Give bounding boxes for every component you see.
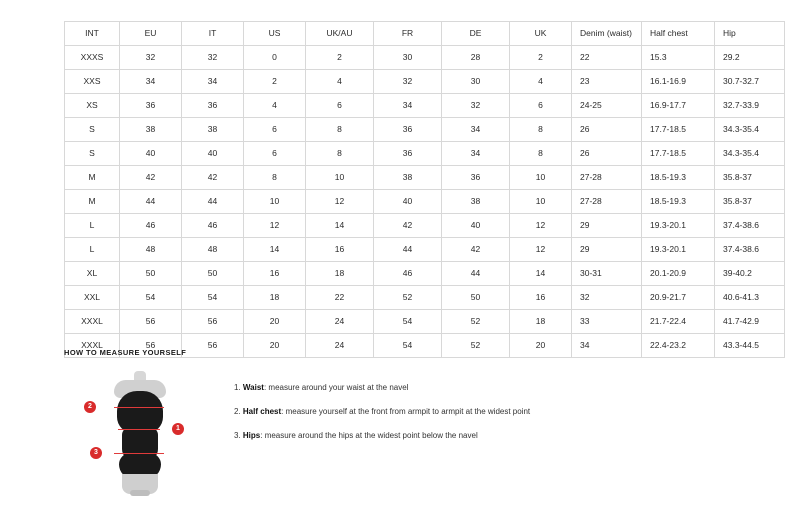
table-cell: 42 xyxy=(442,238,510,262)
table-row xyxy=(65,46,785,70)
mannequin-torso xyxy=(112,371,168,493)
table-cell: 44 xyxy=(120,190,182,214)
table-cell: 29 xyxy=(572,238,642,262)
table-cell: 34.3-35.4 xyxy=(715,118,785,142)
table-cell: 38 xyxy=(120,118,182,142)
table-cell: 40.6-41.3 xyxy=(715,286,785,310)
table-cell: 32 xyxy=(182,46,244,70)
mannequin-stand xyxy=(130,490,150,496)
table-cell: 16.1-16.9 xyxy=(642,70,715,94)
table-cell: S xyxy=(65,142,120,166)
table-cell: 18.5-19.3 xyxy=(642,190,715,214)
table-cell: 20.1-20.9 xyxy=(642,262,715,286)
table-cell: 6 xyxy=(244,118,306,142)
table-cell: 40 xyxy=(374,190,442,214)
table-cell: 22 xyxy=(572,46,642,70)
table-cell: 12 xyxy=(306,190,374,214)
table-cell: 27-28 xyxy=(572,166,642,190)
table-column-header: DE xyxy=(442,22,510,46)
table-cell: 18 xyxy=(306,262,374,286)
table-cell: 44 xyxy=(442,262,510,286)
table-cell: 20.9-21.7 xyxy=(642,286,715,310)
table-cell: XS xyxy=(65,94,120,118)
table-cell: 20 xyxy=(244,334,306,358)
measure-note-text: : measure yourself at the front from armpit to armpit at the widest point xyxy=(281,407,531,416)
table-cell: 8 xyxy=(244,166,306,190)
table-cell: XXXS xyxy=(65,46,120,70)
table-header xyxy=(65,22,785,46)
table-cell: 35.8-37 xyxy=(715,190,785,214)
table-cell: XL xyxy=(65,262,120,286)
table-column-header: INT xyxy=(65,22,120,46)
table-cell: 4 xyxy=(510,70,572,94)
waist-measure-line xyxy=(118,429,160,430)
table-cell: 8 xyxy=(510,142,572,166)
table-column-header: EU xyxy=(120,22,182,46)
table-cell: 54 xyxy=(120,286,182,310)
table-cell: 32.7-33.9 xyxy=(715,94,785,118)
table-row xyxy=(65,310,785,334)
table-column-header: Half chest xyxy=(642,22,715,46)
table-cell: 29.2 xyxy=(715,46,785,70)
table-cell: 14 xyxy=(306,214,374,238)
table-cell: 12 xyxy=(244,214,306,238)
table-cell: 26 xyxy=(572,142,642,166)
table-cell: 34 xyxy=(572,334,642,358)
table-cell: 4 xyxy=(306,70,374,94)
table-cell: 6 xyxy=(306,94,374,118)
table-cell: 50 xyxy=(442,286,510,310)
table-cell: S xyxy=(65,118,120,142)
table-row xyxy=(65,118,785,142)
table-cell: 2 xyxy=(306,46,374,70)
table-row xyxy=(65,94,785,118)
table-cell: 56 xyxy=(182,310,244,334)
table-cell: 52 xyxy=(442,334,510,358)
table-cell: 18.5-19.3 xyxy=(642,166,715,190)
table-cell: 52 xyxy=(442,310,510,334)
size-chart-table xyxy=(64,21,785,358)
measure-note xyxy=(234,429,530,443)
measure-note xyxy=(234,381,530,395)
table-cell: L xyxy=(65,238,120,262)
table-row xyxy=(65,262,785,286)
table-cell: 17.7-18.5 xyxy=(642,118,715,142)
table-cell: 10 xyxy=(244,190,306,214)
table-cell: 8 xyxy=(510,118,572,142)
table-cell: 18 xyxy=(510,310,572,334)
table-cell: 34.3-35.4 xyxy=(715,142,785,166)
measure-note-number: 3. xyxy=(234,431,241,440)
table-cell: 16 xyxy=(306,238,374,262)
table-cell: 42 xyxy=(120,166,182,190)
mannequin-leg-split xyxy=(111,475,113,491)
table-row xyxy=(65,214,785,238)
table-cell: XXL xyxy=(65,286,120,310)
table-cell: 24 xyxy=(306,310,374,334)
table-column-header: Hip xyxy=(715,22,785,46)
table-cell: 29 xyxy=(572,214,642,238)
table-cell: 10 xyxy=(306,166,374,190)
measure-note-number: 2. xyxy=(234,407,241,416)
table-cell: 22.4-23.2 xyxy=(642,334,715,358)
table-cell: 34 xyxy=(442,142,510,166)
table-cell: XXXL xyxy=(65,334,120,358)
table-cell: 48 xyxy=(182,238,244,262)
table-cell: 44 xyxy=(374,238,442,262)
table-cell: 17.7-18.5 xyxy=(642,142,715,166)
hip-measure-line xyxy=(114,453,164,454)
table-row xyxy=(65,190,785,214)
how-to-measure-title: HOW TO MEASURE YOURSELF xyxy=(64,348,187,357)
table-body xyxy=(65,46,785,358)
table-cell: 18 xyxy=(244,286,306,310)
table-column-header: FR xyxy=(374,22,442,46)
table-cell: 40 xyxy=(120,142,182,166)
table-cell: 27-28 xyxy=(572,190,642,214)
table-cell: 34 xyxy=(182,70,244,94)
mannequin-illustration xyxy=(84,367,204,497)
measure-note-term: Hips xyxy=(242,431,261,440)
table-cell: 8 xyxy=(306,142,374,166)
table-cell: 2 xyxy=(510,46,572,70)
table-cell: 32 xyxy=(442,94,510,118)
table-cell: 34 xyxy=(120,70,182,94)
table-cell: 24-25 xyxy=(572,94,642,118)
badge-hips: 3 xyxy=(90,447,102,459)
table-cell: 10 xyxy=(510,166,572,190)
table-cell: XXS xyxy=(65,70,120,94)
table-cell: 54 xyxy=(182,286,244,310)
table-cell: 6 xyxy=(244,142,306,166)
table-cell: 14 xyxy=(244,238,306,262)
table-cell: 56 xyxy=(182,334,244,358)
table-row xyxy=(65,166,785,190)
table-cell: 56 xyxy=(120,334,182,358)
measure-note-text: : measure around the hips at the widest point below the navel xyxy=(260,431,478,440)
table-cell: 50 xyxy=(120,262,182,286)
table-cell: 32 xyxy=(572,286,642,310)
table-cell: 50 xyxy=(182,262,244,286)
table-cell: 46 xyxy=(182,214,244,238)
table-cell: 34 xyxy=(442,118,510,142)
table-cell: 38 xyxy=(374,166,442,190)
table-cell: 22 xyxy=(306,286,374,310)
measure-note-term: Waist xyxy=(242,383,264,392)
how-to-measure-section xyxy=(64,348,744,497)
table-cell: 38 xyxy=(442,190,510,214)
table-cell: 19.3-20.1 xyxy=(642,214,715,238)
table-cell: 56 xyxy=(120,310,182,334)
table-cell: 39-40.2 xyxy=(715,262,785,286)
table-cell: 33 xyxy=(572,310,642,334)
table-row xyxy=(65,286,785,310)
table-cell: 24 xyxy=(306,334,374,358)
table-cell: 37.4-38.6 xyxy=(715,238,785,262)
table-cell: 16.9-17.7 xyxy=(642,94,715,118)
table-cell: 16 xyxy=(244,262,306,286)
table-column-header: UK/AU xyxy=(306,22,374,46)
table-cell: 52 xyxy=(374,286,442,310)
measure-note xyxy=(234,405,530,419)
table-cell: 23 xyxy=(572,70,642,94)
table-cell: 12 xyxy=(510,238,572,262)
table-cell: 16 xyxy=(510,286,572,310)
table-cell: 30 xyxy=(442,70,510,94)
table-cell: 21.7-22.4 xyxy=(642,310,715,334)
table-cell: 42 xyxy=(374,214,442,238)
table-cell: 30.7-32.7 xyxy=(715,70,785,94)
half-chest-measure-line xyxy=(114,407,164,408)
table-cell: 34 xyxy=(374,94,442,118)
badge-half-chest: 2 xyxy=(84,401,96,413)
table-cell: 30 xyxy=(374,46,442,70)
table-cell: 37.4-38.6 xyxy=(715,214,785,238)
table-cell: M xyxy=(65,166,120,190)
table-row xyxy=(65,142,785,166)
table-cell: 48 xyxy=(120,238,182,262)
table-row xyxy=(65,238,785,262)
table-cell: M xyxy=(65,190,120,214)
table-cell: 36 xyxy=(374,142,442,166)
table-cell: 6 xyxy=(510,94,572,118)
table-cell: 10 xyxy=(510,190,572,214)
table-cell: 4 xyxy=(244,94,306,118)
measure-note-term: Half chest xyxy=(242,407,282,416)
table-cell: 32 xyxy=(120,46,182,70)
table-cell: 42 xyxy=(182,166,244,190)
table-cell: 54 xyxy=(374,310,442,334)
table-cell: 20 xyxy=(244,310,306,334)
table-cell: 44 xyxy=(182,190,244,214)
table-cell: 40 xyxy=(442,214,510,238)
table-cell: 28 xyxy=(442,46,510,70)
table-cell: 2 xyxy=(244,70,306,94)
table-cell: 36 xyxy=(442,166,510,190)
table-cell: 36 xyxy=(182,94,244,118)
measure-notes-list xyxy=(234,367,530,453)
table-cell: 40 xyxy=(182,142,244,166)
table-cell: 41.7-42.9 xyxy=(715,310,785,334)
table-cell: 43.3-44.5 xyxy=(715,334,785,358)
table-cell: 15.3 xyxy=(642,46,715,70)
table-cell: 36 xyxy=(374,118,442,142)
table-cell: 46 xyxy=(120,214,182,238)
table-row xyxy=(65,70,785,94)
table-column-header: UK xyxy=(510,22,572,46)
table-column-header: Denim (waist) xyxy=(572,22,642,46)
table-cell: 20 xyxy=(510,334,572,358)
table-cell: 26 xyxy=(572,118,642,142)
table-cell: 32 xyxy=(374,70,442,94)
table-cell: 38 xyxy=(182,118,244,142)
table-cell: 30-31 xyxy=(572,262,642,286)
table-cell: 35.8-37 xyxy=(715,166,785,190)
table-cell: L xyxy=(65,214,120,238)
table-cell: 14 xyxy=(510,262,572,286)
table-cell: 8 xyxy=(306,118,374,142)
badge-waist: 1 xyxy=(172,423,184,435)
measure-note-text: : measure around your waist at the navel xyxy=(263,383,409,392)
table-header-row xyxy=(65,22,785,46)
table-cell: 36 xyxy=(120,94,182,118)
table-column-header: US xyxy=(244,22,306,46)
table-cell: 54 xyxy=(374,334,442,358)
size-chart-table-wrapper xyxy=(64,21,759,358)
how-to-measure-body xyxy=(64,367,744,497)
table-cell: 19.3-20.1 xyxy=(642,238,715,262)
table-cell: 46 xyxy=(374,262,442,286)
table-column-header: IT xyxy=(182,22,244,46)
table-cell: 12 xyxy=(510,214,572,238)
table-cell: 0 xyxy=(244,46,306,70)
measure-note-number: 1. xyxy=(234,383,241,392)
table-cell: XXXL xyxy=(65,310,120,334)
